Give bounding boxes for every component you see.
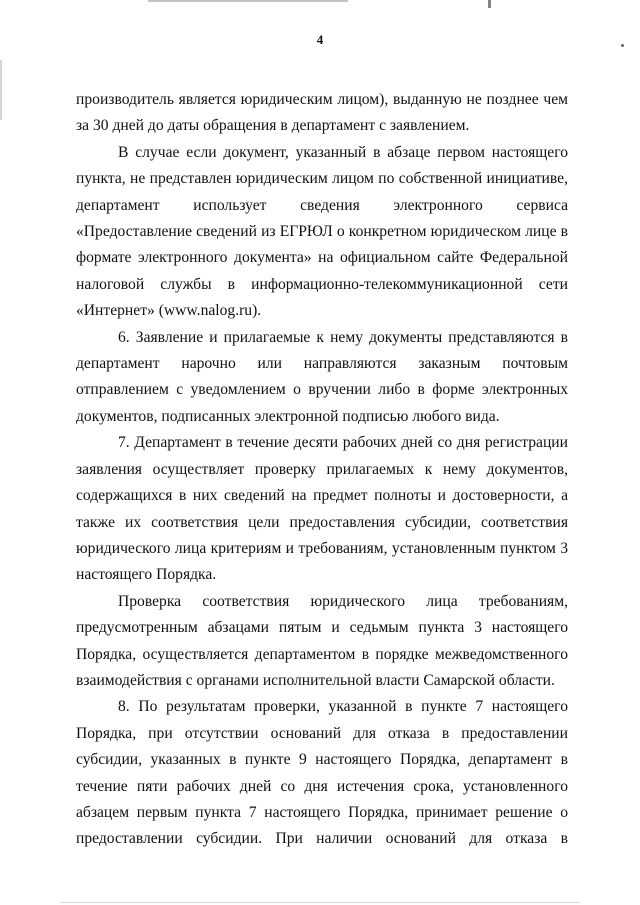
document-body bbox=[76, 87, 568, 853]
paragraph-continuation: производитель является юридическим лицом), выданную не позднее чем за 30 дней до даты обращения в департамент с заявлением. bbox=[76, 91, 568, 135]
page-number: 4 bbox=[316, 32, 324, 47]
paragraph-verification: Проверка соответствия юридического лица требованиям, предусмотренным абзацами пятым и седьмым пункта 3 настоящего Порядка, осуществляется департаментом в порядке межведомственного взаимодействия с органами исполнительной власти Самарской области. bbox=[76, 592, 568, 689]
scan-artifact-left-edge bbox=[0, 60, 2, 120]
paragraph-item-7: 7. Департамент в течение десяти рабочих дней со дня регистрации заявления осуществляет проверку прилагаемых к нему документов, содержащихся в них сведений на предмет полноты и достоверности, а также их соответствия цели предоставления субсидии, соответствия юридического лица критериям и требованиям, установленным пунктом 3 настоящего Порядка. bbox=[76, 434, 568, 584]
scan-artifact-bottom-line bbox=[60, 902, 580, 903]
paragraph-item-6: 6. Заявление и прилагаемые к нему документы представляются в департамент нарочно или направляются заказным почтовым отправлением с уведомлением о вручении либо в форме электронных документов, подписанных электронной подписью любого вида. bbox=[76, 328, 568, 425]
scan-artifact-top-line bbox=[148, 0, 348, 2]
scan-artifact-top-mark bbox=[488, 0, 491, 8]
paragraph-item-8: 8. По результатам проверки, указанной в пункте 7 настоящего Порядка, при отсутствии оснований для отказа в предоставлении субсидии, указанных в пункте 9 настоящего Порядка, департамент в течение пяти рабочих дней со дня истечения срока, установленного абзацем первым пункта 7 настоящего Порядка, принимает решение о предоставлении субсидии. При наличии оснований для отказа в bbox=[76, 698, 568, 848]
paragraph-egrul-info: В случае если документ, указанный в абзаце первом настоящего пункта, не представлен юридическим лицом по собственной инициативе, департамент использует сведения электронного сервиса «Предоставление сведений из ЕГРЮЛ о конкретном юридическом лице в формате электронного документа» на официальном сайте Федеральной налоговой службы в информационно-телекоммуникационной сети «Интернет» (www.nalog.ru). bbox=[76, 143, 568, 320]
